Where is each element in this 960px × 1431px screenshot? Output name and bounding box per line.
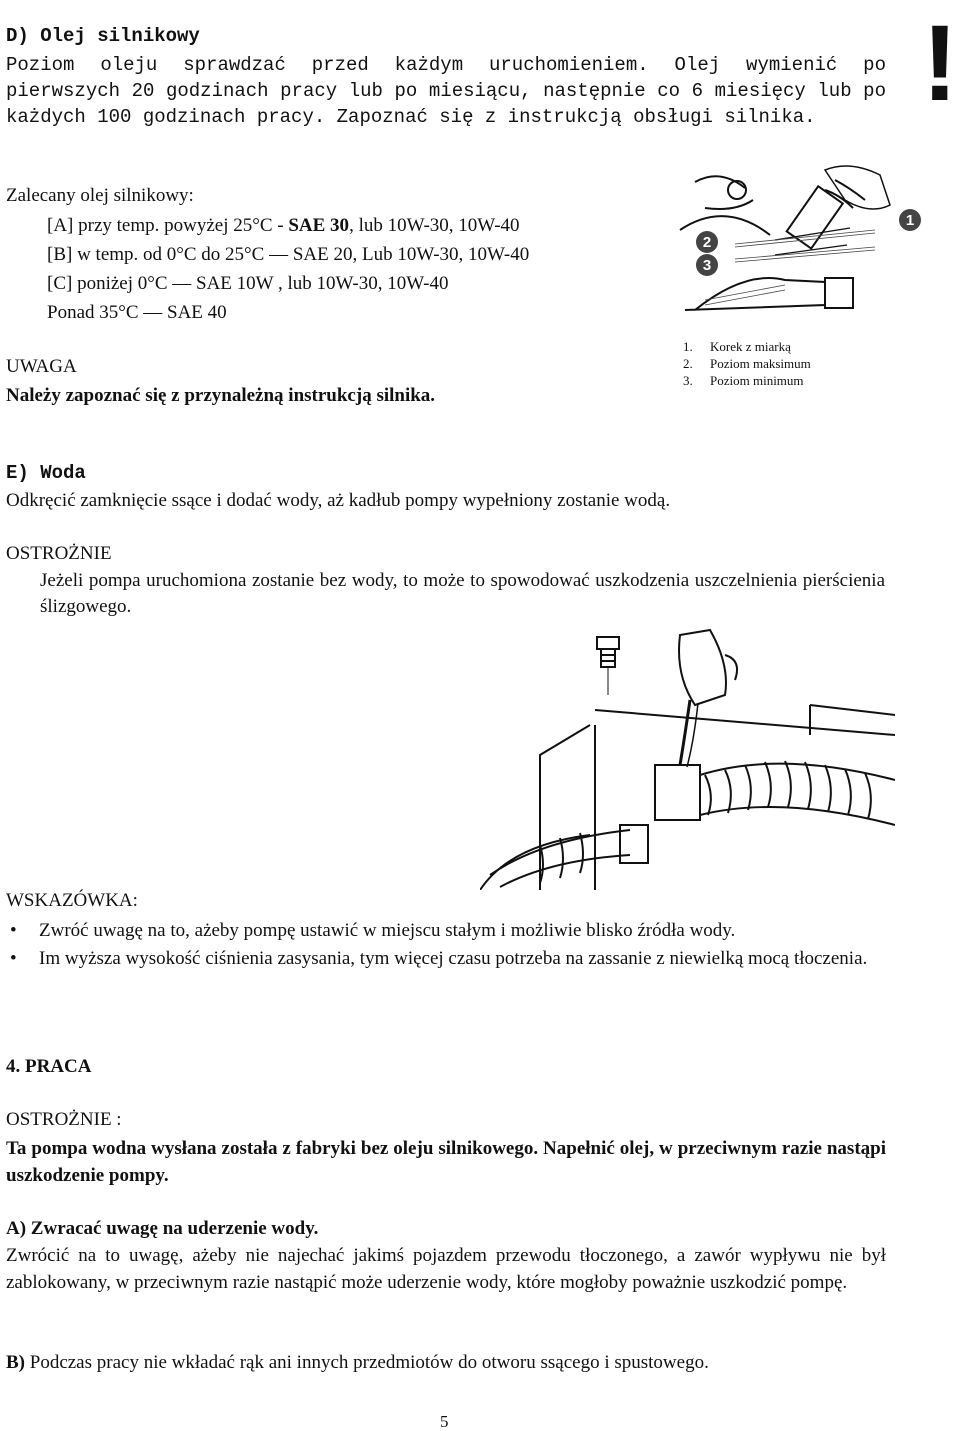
figure-callouts <box>696 209 921 276</box>
page-number: 5 <box>440 1412 449 1431</box>
list-item: • Zwróć uwagę na to, ażeby pompę ustawić w miejscu stałym i możliwie blisko źródła wody. <box>10 920 736 941</box>
section-e-text: Odkręcić zamknięcie ssące i dodać wody, aż kadłub pompy wypełniony zostanie wodą. <box>6 490 671 511</box>
dipstick-illustration <box>675 160 935 320</box>
figure-legend <box>683 338 811 389</box>
section-d-heading: D) Olej silnikowy <box>6 25 200 47</box>
section-4-b: B) Podczas pracy nie wkładać rąk ani innych przedmiotów do otworu ssącego i spustowego. <box>6 1352 709 1373</box>
section-e-caution-heading: OSTROŻNIE <box>6 543 112 564</box>
section-e-caution-text: Jeżeli pompa uruchomiona zostanie bez wody, to może to spowodować uszkodzenia uszczelnienia pierścienia ślizgowego. <box>40 570 885 617</box>
section-d-intro: Poziom oleju sprawdzać przed każdym uruchomieniem. Olej wymienić po pierwszych 20 godzinach pracy lub po miesiącu, następnie co 6 miesięcy lub po każdych 100 godzinach pracy. Zapoznać się z instrukcją obsługi silnika. <box>6 54 886 128</box>
callout-1-label: 1 <box>905 212 915 229</box>
oil-item-a: [A] przy temp. powyżej 25°C - SAE 30, lub 10W-30, 10W-40 <box>47 215 520 236</box>
section-4-a-text: Zwrócić na to uwagę, ażeby nie najechać jakimś pojazdem przewodu tłoczonego, a zawór wypływu nie był zablokowany, w przeciwnym razie nastąpić może uderzenie wody, które mogłoby poważnie uszkodzić pompę. <box>6 1245 886 1293</box>
section-e-heading: E) Woda <box>6 462 86 484</box>
recommended-oil-label: Zalecany olej silnikowy: <box>6 185 194 206</box>
hint-list <box>6 918 886 974</box>
oil-item-c: [C] poniżej 0°C — SAE 10W , lub 10W-30, 10W-40 <box>47 273 449 294</box>
legend-item: 1. Korek z miarką <box>683 339 791 354</box>
callout-3-label: 3 <box>702 257 712 274</box>
section-4-a-heading: A) Zwracać uwagę na uderzenie wody. <box>6 1218 319 1239</box>
section-4-caution-heading: OSTROŻNIE : <box>6 1109 122 1130</box>
warning-exclamation-icon: ! <box>922 2 958 123</box>
oil-item-b: [B] w temp. od 0°C do 25°C — SAE 20, Lub 10W-30, 10W-40 <box>47 244 530 265</box>
pump-filling-illustration <box>480 625 895 890</box>
legend-item: 3. Poziom minimum <box>683 373 804 388</box>
legend-item: 2. Poziom maksimum <box>683 356 811 371</box>
section-4-heading: 4. PRACA <box>6 1056 92 1077</box>
oil-item-d: Ponad 35°C — SAE 40 <box>47 302 227 323</box>
hint-heading: WSKAZÓWKA: <box>6 890 138 911</box>
note-heading: UWAGA <box>6 356 77 377</box>
note-text: Należy zapoznać się z przynależną instrukcją silnika. <box>6 385 436 406</box>
list-item: • Im wyższa wysokość ciśnienia zasysania, tym więcej czasu potrzeba na zassanie z niewielką mocą tłoczenia. <box>10 948 868 969</box>
callout-2-label: 2 <box>702 234 712 251</box>
section-4-caution-text: Ta pompa wodna wysłana została z fabryki bez oleju silnikowego. Napełnić olej, w przeciwnym razie nastąpi uszkodzenie pompy. <box>6 1138 886 1186</box>
